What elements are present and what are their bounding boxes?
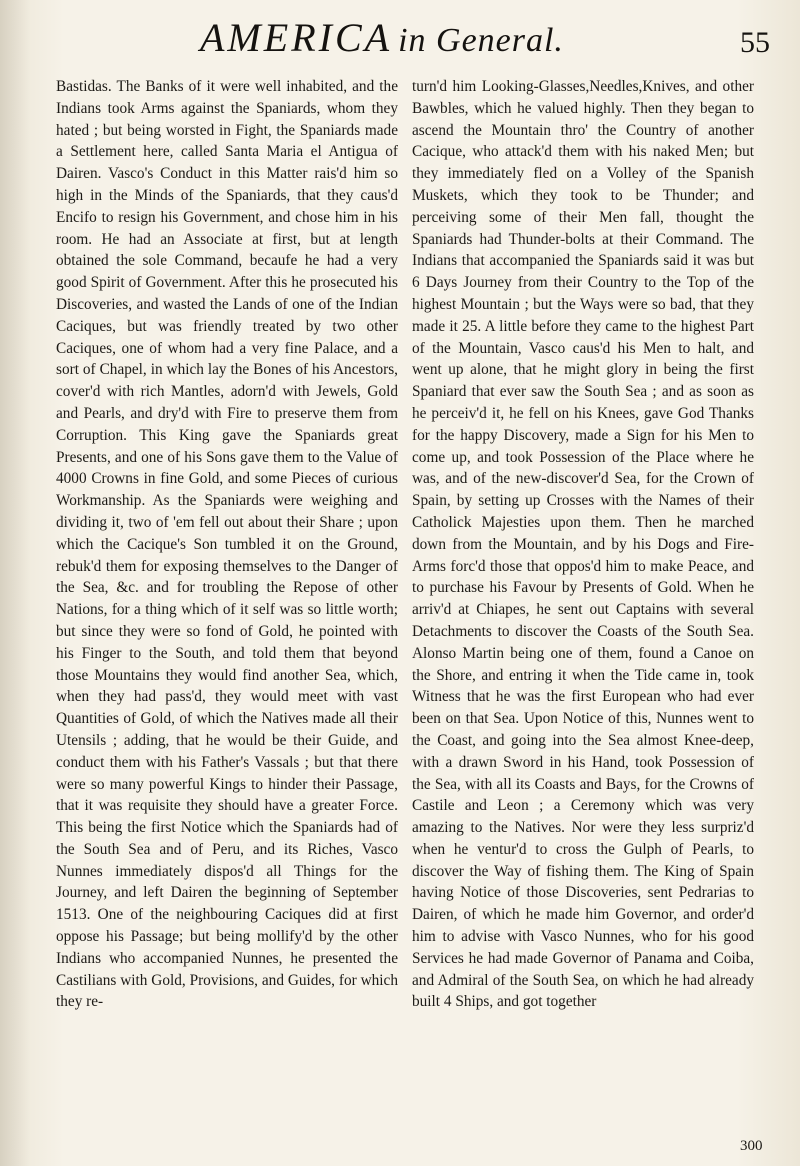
page-title bbox=[200, 14, 564, 61]
left-column bbox=[56, 76, 398, 1013]
right-column bbox=[412, 76, 754, 1013]
catchword: 300 bbox=[740, 1138, 763, 1154]
gutter-shadow bbox=[0, 0, 30, 1166]
title-sub: in General. bbox=[398, 22, 564, 59]
title-main: AMERICA bbox=[200, 15, 393, 60]
running-head bbox=[0, 6, 800, 66]
right-column-text: turn'd him Looking-Glasses,Needles,Knives, and other Bawbles, which he valued highly. Then they began to ascend the Mountain thro' the Country of another Cacique, who attack'd them with his naked Men; but they immediately fled on a Volley of the Spanish Muskets, which they took to be Thunder; and perceiving some of their Men fall, thought the Spaniards had Thunder-bolts at their Command. The Indians that accompanied the Spaniards said it was but 6 Days Journey from their Country to the Top of the highest Mountain ; but the Ways were so bad, that they made it 25. A little before they came to the highest Part of the Mountain, Vasco caus'd his Men to halt, and went up alone, that he might glory in being the first Spaniard that ever saw the South Sea ; and as soon as he perceiv'd it, he fell on his Knees, gave God Thanks for the happy Discovery, made a Sign for his Men to come up, and took Possession of the Place where he was, and of the new-discover'd Sea, for the Crown of Spain, by setting up Crosses with the Names of their Catholick Majesties upon them. Then he marched down from the Mountain, and by his Dogs and Fire-Arms forc'd those that oppos'd him to make Peace, and to purchase his Favour by Presents of Gold. When he arriv'd at Chiapes, he sent out Captains with several Detachments to discover the Coasts of the South Sea. Alonso Martin being one of them, found a Canoe on the Shore, and entring it when the Tide came in, took Witness that he was the first European who had ever been on that Sea. Upon Notice of this, Nunnes went to the Coast, and going into the Sea almost Knee-deep, with a drawn Sword in his Hand, took Possession of the Sea, with all its Coasts and Bays, for the Crowns of Castile and Leon ; a Ceremony which was very amazing to the Natives. Nor were they less surpriz'd when he ventur'd to cross the Gulph of Pearls, to discover the Way of fishing them. The King of Spain having Notice of those Discoveries, sent Pedrarias to Dairen, of which he made him Governor, and order'd him to advise with Vasco Nunnes, who for his good Services he had made Governor of Panama and Coiba, and Admiral of the South Sea, on which he had already built 4 Ships, and got together bbox=[412, 78, 754, 1011]
left-column-text: Bastidas. The Banks of it were well inhabited, and the Indians took Arms against the Spaniards, whom they hated ; but being worsted in Fight, the Spaniards made a Settlement here, called Santa Maria el Antigua of Dairen. Vasco's Conduct in this Matter rais'd him so high in the Minds of the Spaniards, that they caus'd Encifo to resign his Government, and chose him in his room. He had an Associate at first, but at length obtained the sole Command, becaufe he had a very good Spirit of Government. After this he prosecuted his Discoveries, and wasted the Lands of one of the Indian Caciques, but was friendly treated by two other Caciques, one of whom had a very fine Palace, and a sort of Chapel, in which lay the Bones of his Ancestors, cover'd with rich Mantles, adorn'd with Jewels, Gold and Pearls, and dry'd with Fire to preserve them from Corruption. This King gave the Spaniards great Presents, and one of his Sons gave them to the Value of 4000 Crowns in fine Gold, and some Pieces of curious Workmanship. As the Spaniards were weighing and dividing it, two of 'em fell out about their Share ; upon which the Cacique's Son tumbled it on the Ground, rebuk'd them for exposing themselves to the Danger of the Sea, &c. and for troubling the Repose of other Nations, for a thing which of it self was so little worth; but since they were so fond of Gold, he pointed with his Finger to the South, and told them that beyond those Mountains they would find another Sea, which, when they had pass'd, they would meet with vast Quantities of Gold, of which the Natives made all their Utensils ; adding, that he would be their Guide, and conduct them with his Father's Vassals ; but that there were so many powerful Kings to hinder their Passage, that it was requisite they should have a greater Force. This being the first Notice which the Spaniards had of the South Sea and of Peru, and its Riches, Vasco Nunnes immediately dispos'd all Things for the Journey, and left Dairen the beginning of September 1513. One of the neighbouring Caciques did at first oppose his Passage; but being mollify'd by the other Indians who accompanied Nunnes, he presented the Castilians with Gold, Provisions, and Guides, for which they re- bbox=[56, 78, 398, 1011]
page-number: 55 bbox=[740, 26, 770, 59]
